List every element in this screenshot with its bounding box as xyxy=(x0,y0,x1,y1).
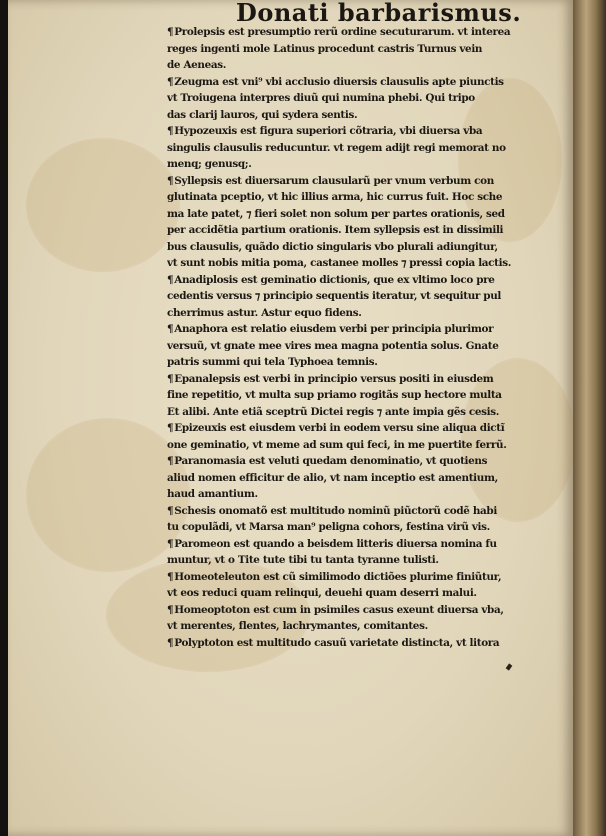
text-line xyxy=(167,602,550,619)
line-text: bus clausulis, quãdo dictio singularis vbo plurali adiungitur, xyxy=(167,240,498,253)
text-line xyxy=(167,239,550,256)
text-line xyxy=(167,90,550,107)
line-text: cedentis versus ⁊ principio sequentis iteratur, vt sequitur pul xyxy=(167,290,502,302)
line-text: glutinata pceptio, vt hic illius arma, hic currus fuit. Hoc sche xyxy=(167,191,503,203)
running-head: Donati barbarismus. xyxy=(236,0,522,27)
line-text: Homeoteleuton est cũ similimodo dictiões plurime finiũtur, xyxy=(174,570,502,583)
text-line xyxy=(167,420,550,437)
text-line xyxy=(167,206,550,223)
line-text: menq; genusq;. xyxy=(167,158,252,170)
text-line xyxy=(167,404,550,421)
line-text: Et alibi. Ante etiã sceptrũ Dictei regis ⁊ ante impia gẽs cesis. xyxy=(167,405,500,418)
text-line xyxy=(167,74,550,91)
text-line xyxy=(167,173,550,190)
text-line xyxy=(167,536,550,553)
text-line xyxy=(167,140,550,157)
text-line xyxy=(167,189,550,206)
line-text: Paromeon est quando a beisdem litteris diuersa nomina fu xyxy=(174,537,497,550)
text-line xyxy=(167,338,550,355)
text-line xyxy=(167,585,550,602)
pilcrow-icon: ¶ xyxy=(167,125,174,137)
line-text: Syllepsis est diuersarum clausularũ per vnum verbum con xyxy=(174,174,494,187)
pilcrow-icon: ¶ xyxy=(167,273,174,286)
line-text: de Aeneas. xyxy=(167,59,227,71)
text-line xyxy=(167,156,550,173)
text-line xyxy=(167,569,550,586)
line-text: Prolepsis est presumptio rerũ ordine secuturarum. vt interea xyxy=(174,26,511,38)
line-text: singulis clausulis reducuntur. vt regem adijt regi memorat no xyxy=(167,141,506,154)
pilcrow-icon: ¶ xyxy=(167,372,174,385)
line-text: muntur, vt o Tite tute tibi tu tanta tyranne tulisti. xyxy=(167,554,439,566)
pilcrow-icon: ¶ xyxy=(167,570,174,583)
line-text: vt eos reduci quam relinqui, deuehi quam deserri malui. xyxy=(167,587,477,599)
line-text: haud amantium. xyxy=(167,488,258,500)
pilcrow-icon: ¶ xyxy=(167,537,174,550)
text-line xyxy=(167,354,550,371)
book-spine xyxy=(573,0,606,836)
line-text: das clarij lauros, qui sydera sentis. xyxy=(167,108,358,121)
text-line xyxy=(167,288,550,305)
line-text: Anaphora est relatio eiusdem verbi per principia plurimor xyxy=(174,323,494,335)
line-text: Epanalepsis est verbi in principio versus positi in eiusdem xyxy=(174,372,494,385)
pilcrow-icon: ¶ xyxy=(167,455,174,467)
text-line xyxy=(167,635,550,652)
line-text: versuũ, vt gnate mee vires mea magna potentia solus. Gnate xyxy=(167,339,499,352)
text-line xyxy=(167,222,550,239)
line-text: Hypozeuxis est figura superiori cõtraria, vbi diuersa vba xyxy=(174,125,483,137)
line-text: ma late patet, ⁊ fieri solet non solum per partes orationis, sed xyxy=(167,207,505,220)
line-text: vt Troiugena interpres diuũ qui numina phebi. Qui tripo xyxy=(167,92,475,104)
line-text: Schesis onomatõ est multitudo nominũ piũctorũ codẽ habi xyxy=(174,504,497,517)
line-text: vt sunt nobis mitia poma, castanee molles ⁊ pressi copia lactis. xyxy=(167,257,511,269)
line-text: per accidẽtia partium orationis. Item syllepsis est in dissimili xyxy=(167,224,504,236)
pilcrow-icon: ¶ xyxy=(167,174,174,187)
text-line xyxy=(167,437,550,454)
text-line xyxy=(167,519,550,536)
line-text: Polyptoton est multitudo casuũ varietate distincta, vt litora xyxy=(174,636,500,649)
text-line xyxy=(167,305,550,322)
text-line xyxy=(167,255,550,272)
water-stain xyxy=(28,140,178,270)
line-text: tu copulãdi, vt Marsa man⁹ peligna cohors, festina virũ vis. xyxy=(167,521,490,533)
line-text: cherrimus astur. Astur equo fidens. xyxy=(167,306,362,319)
text-line xyxy=(167,503,550,520)
text-line xyxy=(167,123,550,140)
text-line xyxy=(167,453,550,470)
text-line xyxy=(167,57,550,74)
ink-mark xyxy=(506,663,513,670)
text-line xyxy=(167,371,550,388)
text-line xyxy=(167,618,550,635)
pilcrow-icon: ¶ xyxy=(167,323,174,335)
text-line xyxy=(167,41,550,58)
pilcrow-icon: ¶ xyxy=(167,504,174,517)
book-page xyxy=(8,0,573,836)
line-text: fine repetitio, vt multa sup priamo rogitãs sup hectore multa xyxy=(167,389,502,401)
text-line xyxy=(167,552,550,569)
line-text: Paranomasia est veluti quedam denominatio, vt quotiens xyxy=(174,455,488,467)
water-stain xyxy=(28,420,188,570)
line-text: patris summi qui tela Typhoea temnis. xyxy=(167,356,378,368)
text-line xyxy=(167,107,550,124)
line-text: vt merentes, flentes, lachrymantes, comitantes. xyxy=(167,620,428,632)
line-text: aliud nomen efficitur de alio, vt nam inceptio est amentium, xyxy=(167,471,498,484)
pilcrow-icon: ¶ xyxy=(167,636,174,649)
pilcrow-icon: ¶ xyxy=(167,75,174,88)
text-line xyxy=(167,470,550,487)
text-line xyxy=(167,272,550,289)
text-line xyxy=(167,486,550,503)
pilcrow-icon: ¶ xyxy=(167,422,174,434)
line-text: Zeugma est vni⁹ vbi acclusio diuersis clausulis apte piunctis xyxy=(174,75,504,88)
line-text: one geminatio, vt meme ad sum qui feci, in me puertite ferrũ. xyxy=(167,438,507,451)
line-text: Anadiplosis est geminatio dictionis, que ex vltimo loco pre xyxy=(174,273,495,286)
line-text: Homeoptoton est cum in psimiles casus exeunt diuersa vba, xyxy=(174,603,504,616)
text-block xyxy=(167,24,550,651)
text-line xyxy=(167,24,550,41)
pilcrow-icon: ¶ xyxy=(167,603,174,616)
text-line xyxy=(167,387,550,404)
line-text: reges ingenti mole Latinus procedunt castris Turnus vein xyxy=(167,42,483,55)
text-line xyxy=(167,321,550,338)
pilcrow-icon: ¶ xyxy=(167,26,174,38)
line-text: Epizeuxis est eiusdem verbi in eodem versu sine aliqua dictĩ xyxy=(174,422,505,434)
